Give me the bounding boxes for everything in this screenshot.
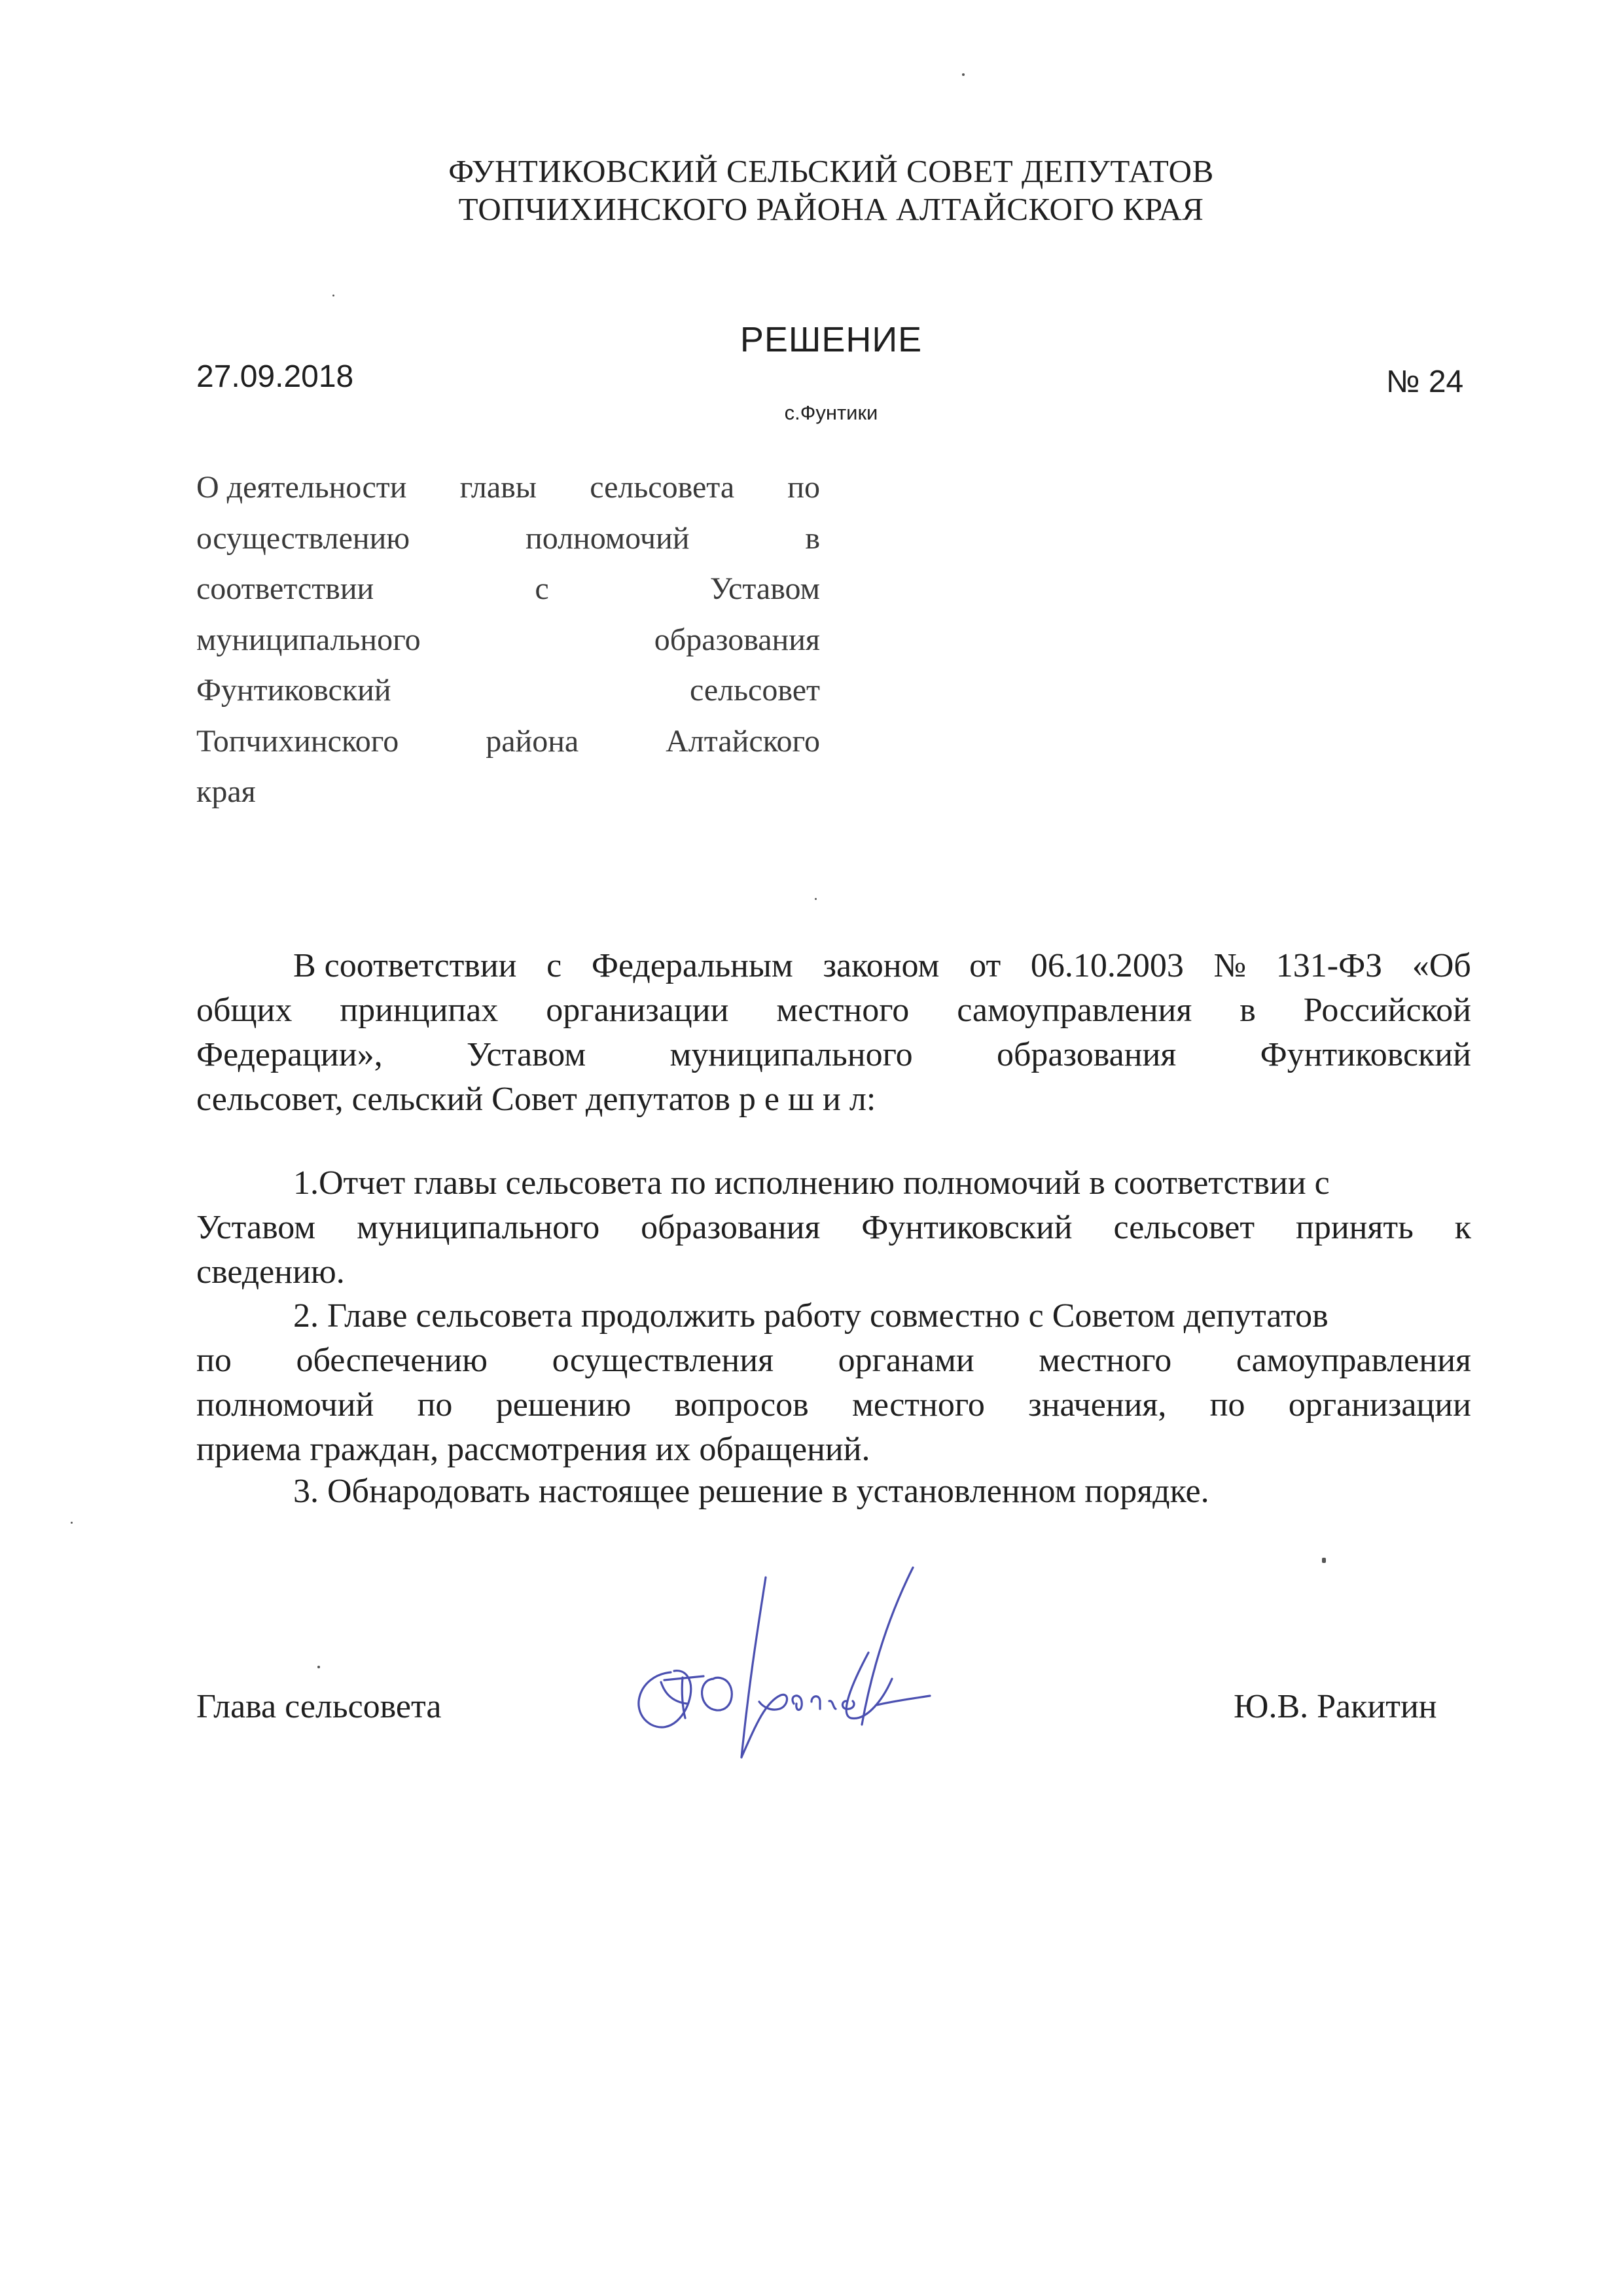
text-word: образования: [996, 1036, 1177, 1073]
text-word: края: [196, 774, 256, 809]
scan-speck: [71, 1522, 73, 1524]
text-word: по: [417, 1386, 453, 1424]
text-word: №: [1213, 947, 1247, 984]
document-number: № 24: [1386, 365, 1464, 399]
text-word: Федерации»,: [196, 1036, 383, 1073]
document-place: с.Фунтики: [784, 401, 878, 424]
text-word: местного: [776, 992, 910, 1029]
text-word: 1.Отчет главы сельсовета по исполнению полномочий в соответствии с: [293, 1164, 1330, 1202]
text-line: [196, 1294, 1471, 1338]
text-word: принять: [1296, 1209, 1414, 1246]
decision-subject: [196, 462, 820, 817]
signatory-name: Ю.В. Ракитин: [1234, 1688, 1437, 1725]
text-word: сведению.: [196, 1253, 345, 1291]
text-word: 3. Обнародовать настоящее решение в установленном порядке.: [293, 1473, 1209, 1510]
text-word: полномочий: [196, 1386, 374, 1424]
text-word: организации: [546, 992, 729, 1029]
text-word: осуществления: [552, 1342, 774, 1379]
text-word: с: [546, 947, 562, 984]
text-word: муниципального: [669, 1036, 913, 1073]
decision-item-3: [196, 1469, 1471, 1514]
text-word: сельсовет: [1113, 1209, 1255, 1246]
text-word: от: [969, 947, 1001, 984]
text-word: сельсовет, сельский Совет депутатов р е ш и л:: [196, 1081, 876, 1118]
text-word: соответствии: [196, 571, 374, 606]
document-date: 27.09.2018: [196, 359, 354, 394]
text-line: [196, 1077, 1471, 1122]
text-word: полномочий: [526, 520, 690, 556]
text-line: [196, 564, 820, 615]
scan-speck: [317, 1666, 320, 1668]
text-line: [196, 716, 820, 767]
text-word: с: [535, 571, 549, 606]
text-word: района: [486, 723, 579, 759]
text-word: О деятельности: [196, 470, 407, 505]
scan-speck: [962, 73, 965, 76]
council-name-line-1: ФУНТИКОВСКИЙ СЕЛЬСКИЙ СОВЕТ ДЕПУТАТОВ: [448, 153, 1214, 189]
text-line: [196, 944, 1471, 988]
text-word: местного: [1039, 1342, 1172, 1379]
text-word: приема граждан, рассмотрения их обращений.: [196, 1431, 870, 1468]
text-word: Уставом: [196, 1209, 316, 1246]
text-word: Фунтиковский: [1260, 1036, 1471, 1073]
text-word: организации: [1288, 1386, 1471, 1424]
preamble-paragraph: [196, 944, 1471, 1122]
text-word: Уставом: [466, 1036, 586, 1073]
text-line: [196, 513, 820, 564]
text-word: Фунтиковский: [861, 1209, 1073, 1246]
text-word: самоуправления: [1236, 1342, 1471, 1379]
text-line: [196, 1338, 1471, 1383]
scan-speck: [815, 898, 817, 900]
text-word: Федеральным: [591, 947, 793, 984]
text-word: главы: [459, 470, 537, 505]
text-line: [196, 766, 820, 817]
scan-speck: [332, 295, 334, 296]
text-word: сельсовета: [590, 470, 735, 505]
text-word: образования: [654, 622, 820, 657]
text-word: В соответствии: [293, 947, 517, 984]
text-word: Российской: [1303, 992, 1471, 1029]
text-word: 06.10.2003: [1030, 947, 1184, 984]
text-word: законом: [823, 947, 940, 984]
text-word: по: [787, 470, 820, 505]
text-line: [196, 665, 820, 716]
text-word: общих: [196, 992, 293, 1029]
text-line: [196, 615, 820, 666]
text-word: 131-ФЗ: [1275, 947, 1383, 984]
text-line: [196, 1206, 1471, 1250]
text-word: вопросов: [674, 1386, 809, 1424]
text-word: муниципального: [357, 1209, 600, 1246]
text-word: образования: [641, 1209, 821, 1246]
text-word: Фунтиковский: [196, 673, 391, 708]
signatory-title: Глава сельсовета: [196, 1688, 442, 1725]
decision-item-2: [196, 1294, 1471, 1472]
text-word: решению: [495, 1386, 632, 1424]
text-line: [196, 988, 1471, 1033]
text-word: органами: [838, 1342, 974, 1379]
text-word: 2. Главе сельсовета продолжить работу совместно с Советом депутатов: [293, 1297, 1329, 1335]
handwritten-signature: [625, 1561, 985, 1777]
decision-item-1: [196, 1161, 1471, 1295]
text-word: в: [805, 520, 820, 556]
text-word: осуществлению: [196, 520, 410, 556]
text-word: сельсовет: [689, 673, 820, 708]
text-line: [196, 1469, 1471, 1514]
text-word: муниципального: [196, 622, 421, 657]
text-word: значения,: [1028, 1386, 1167, 1424]
text-word: принципах: [340, 992, 499, 1029]
text-line: [196, 1161, 1471, 1206]
text-word: в: [1240, 992, 1256, 1029]
document-type: РЕШЕНИЕ: [740, 320, 923, 359]
text-word: по: [1209, 1386, 1245, 1424]
text-line: [196, 462, 820, 513]
text-word: Алтайского: [666, 723, 820, 759]
text-line: [196, 1427, 1471, 1472]
text-line: [196, 1250, 1471, 1295]
text-word: Топчихинского: [196, 723, 399, 759]
text-line: [196, 1033, 1471, 1077]
text-word: обеспечению: [296, 1342, 488, 1379]
text-word: к: [1454, 1209, 1471, 1246]
text-line: [196, 1383, 1471, 1427]
text-word: самоуправления: [957, 992, 1192, 1029]
text-word: местного: [851, 1386, 985, 1424]
text-word: по: [196, 1342, 232, 1379]
council-name-line-2: ТОПЧИХИНСКОГО РАЙОНА АЛТАЙСКОГО КРАЯ: [458, 191, 1204, 227]
scan-speck: [1322, 1558, 1326, 1563]
text-word: «Об: [1412, 947, 1471, 984]
text-word: Уставом: [709, 571, 820, 606]
